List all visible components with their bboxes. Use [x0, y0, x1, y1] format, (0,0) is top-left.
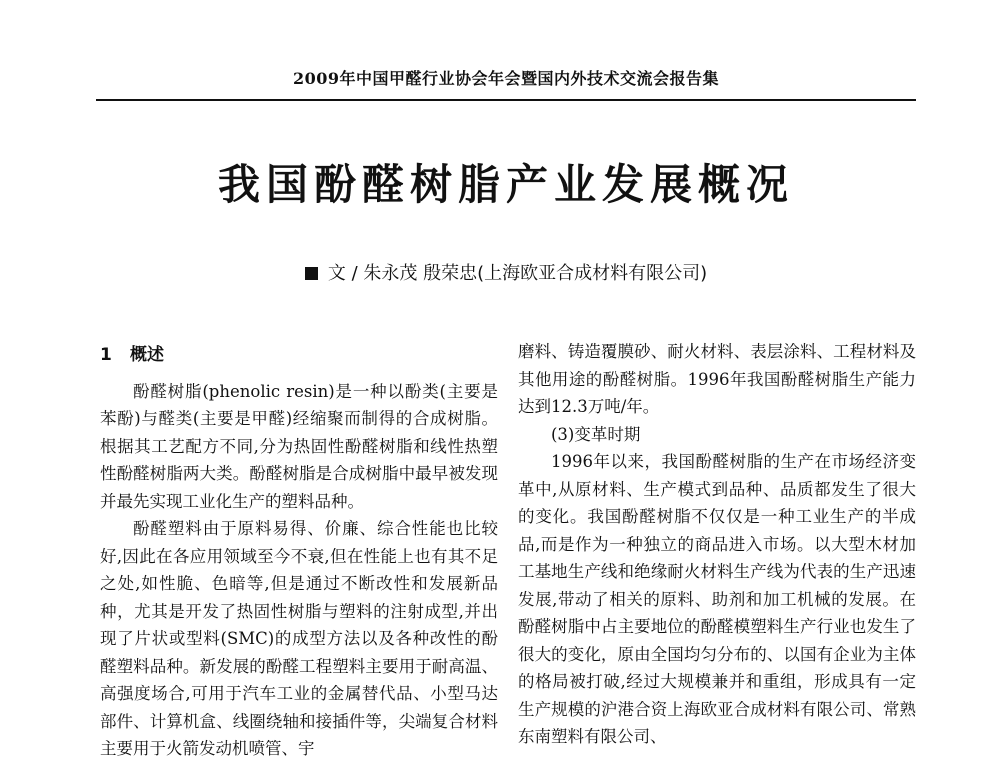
subsection-heading: (3)变革时期	[551, 424, 641, 444]
byline	[96, 259, 916, 285]
right-column	[518, 338, 916, 751]
article-title: 我国酚醛树脂产业发展概况	[217, 160, 794, 209]
running-header: 2009年中国甲醛行业协会年会暨国内外技术交流会报告集	[292, 69, 720, 88]
paragraph: 酚醛树脂(phenolic resin)是一种以酚类(主要是苯酚)与醛类(主要是甲醛)经缩聚而制得的合成树脂。根据其工艺配方不同,分为热固性酚醛树脂和线性热塑性酚醛树脂两大类。酚醛树脂是合成树脂中最早被发现并最先实现工业化生产的塑料品种。	[100, 381, 498, 511]
paragraph: 酚醛塑料由于原料易得、价廉、综合性能也比较好,因此在各应用领域至今不衰,但在性能上也有其不足之处,如性脆、色暗等,但是通过不断改性和发展新品种，尤其是开发了热固性树脂与塑料的注射成型,并出现了片状或型料(SMC)的成型方法以及各种改性的酚醛塑料品种。新发展的酚醛工程塑料主要用于耐高温、高强度场合,可用于汽车工业的金属替代品、小型马达部件、计算机盒、线圈绕轴和接插件等，尖端复合材料主要用于火箭发动机喷管、宇	[100, 519, 498, 758]
section-number: 1	[100, 345, 112, 365]
paragraph-continuation: 磨料、铸造覆膜砂、耐火材料、表层涂料、工程材料及其他用途的酚醛树脂。1996年我国酚醛树脂生产能力达到12.3万吨/年。	[518, 342, 916, 416]
byline-text: 文 / 朱永茂 殷荣忠(上海欧亚合成材料有限公司)	[327, 263, 708, 284]
section-heading	[100, 342, 498, 370]
section-title: 概述	[130, 345, 164, 365]
paragraph: 1996年以来，我国酚醛树脂的生产在市场经济变革中,从原材料、生产模式到品种、品质都发生了很大的变化。我国酚醛树脂不仅仅是一种工业生产的半成品,而是作为一种独立的商品进入市场。以大型木材加工基地生产线和绝缘耐火材料生产线为代表的生产迅速发展,带动了相关的原料、助剂和加工机械的发展。在酚醛树脂中占主要地位的酚醛模塑料生产行业也发生了很大的变化，原由全国均匀分布的、以国有企业为主体的格局被打破,经过大规模兼并和重组，形成具有一定生产规模的沪港合资上海欧亚合成材料有限公司、常熟东南塑料有限公司、	[518, 452, 916, 746]
left-column	[100, 338, 498, 763]
square-bullet-icon	[305, 267, 318, 280]
header-rule	[96, 99, 916, 101]
